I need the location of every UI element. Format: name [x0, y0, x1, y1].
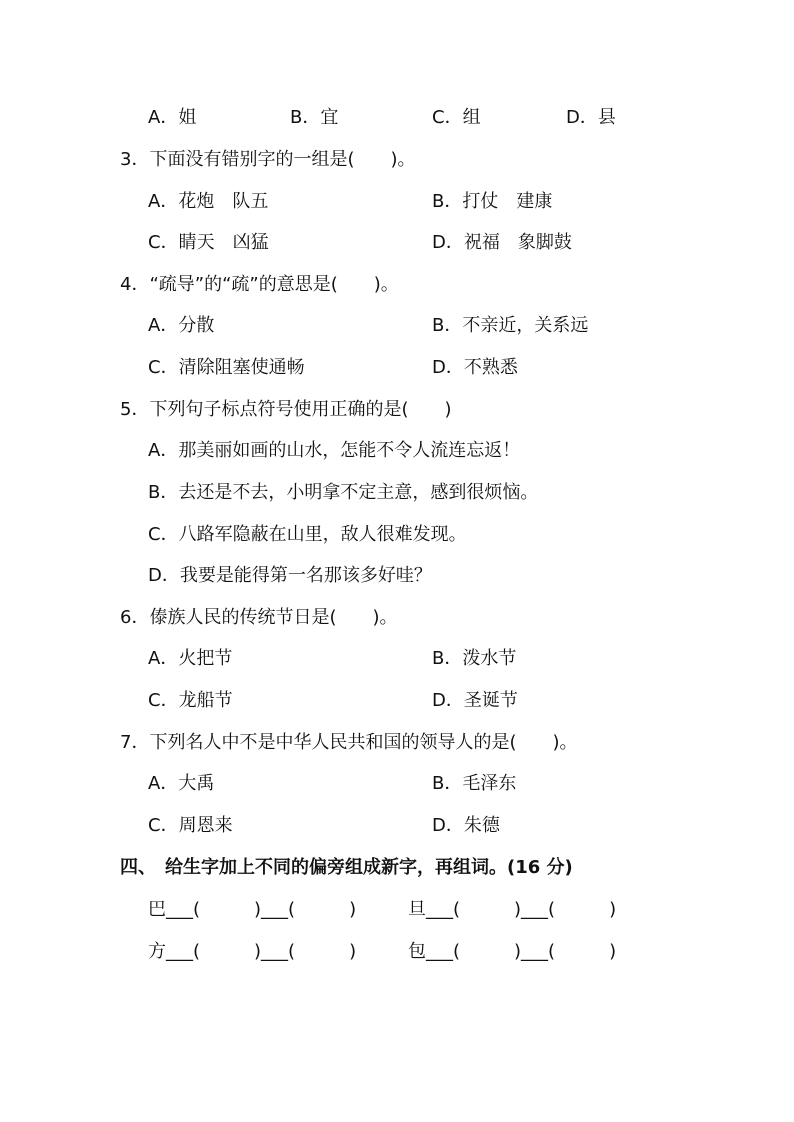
q4-option-a: A．分散 [148, 315, 215, 336]
q3-option-a: A．花炮 队五 [148, 191, 269, 212]
q6-option-a: A．火把节 [148, 648, 233, 669]
q4-option-b: B．不亲近，关系远 [432, 315, 589, 336]
q7-option-a: A．大禹 [148, 773, 215, 794]
q2-option-b: B．宜 [290, 107, 339, 128]
q2-option-d: D．县 [566, 107, 616, 128]
section-4-title: 四、 给生字加上不同的偏旁组成新字，再组词。(16 分) [120, 857, 573, 878]
section-4-row1-left: 巴___( )___( ) [148, 899, 357, 920]
q5-option-d: D．我要是能得第一名那该多好哇？ [148, 565, 432, 586]
q7-option-d: D．朱德 [432, 815, 500, 836]
q6-option-d: D．圣诞节 [432, 690, 518, 711]
q3-option-c: C．睛天 凶猛 [148, 232, 269, 253]
q6-stem: 6．傣族人民的传统节日是( )。 [120, 607, 398, 628]
q7-option-b: B．毛泽东 [432, 773, 517, 794]
q2-option-a: A．姐 [148, 107, 197, 128]
q2-option-c: C．组 [432, 107, 481, 128]
q7-option-c: C．周恩来 [148, 815, 233, 836]
q5-option-a: A．那美丽如画的山水，怎能不令人流连忘返！ [148, 440, 521, 461]
q5-stem: 5．下列句子标点符号使用正确的是( ) [120, 399, 452, 420]
section-4-row2-left: 方___( )___( ) [148, 941, 357, 962]
q3-option-d: D．祝福 象脚鼓 [432, 232, 572, 253]
section-4-row2-right: 包___( )___( ) [408, 941, 617, 962]
q5-option-c: C．八路军隐蔽在山里，敌人很难发现。 [148, 524, 467, 545]
q6-option-b: B．泼水节 [432, 648, 517, 669]
q3-option-b: B．打仗 建康 [432, 191, 553, 212]
q3-stem: 3．下面没有错别字的一组是( )。 [120, 149, 416, 170]
q6-option-c: C．龙船节 [148, 690, 233, 711]
q4-option-d: D．不熟悉 [432, 357, 518, 378]
q7-stem: 7．下列名人中不是中华人民共和国的领导人的是( )。 [120, 732, 578, 753]
q5-option-b: B．去还是不去，小明拿不定主意，感到很烦恼。 [148, 482, 539, 503]
q4-stem: 4．“疏导”的“疏”的意思是( )。 [120, 274, 399, 295]
section-4-row1-right: 旦___( )___( ) [408, 899, 617, 920]
q4-option-c: C．清除阻塞使通畅 [148, 357, 305, 378]
